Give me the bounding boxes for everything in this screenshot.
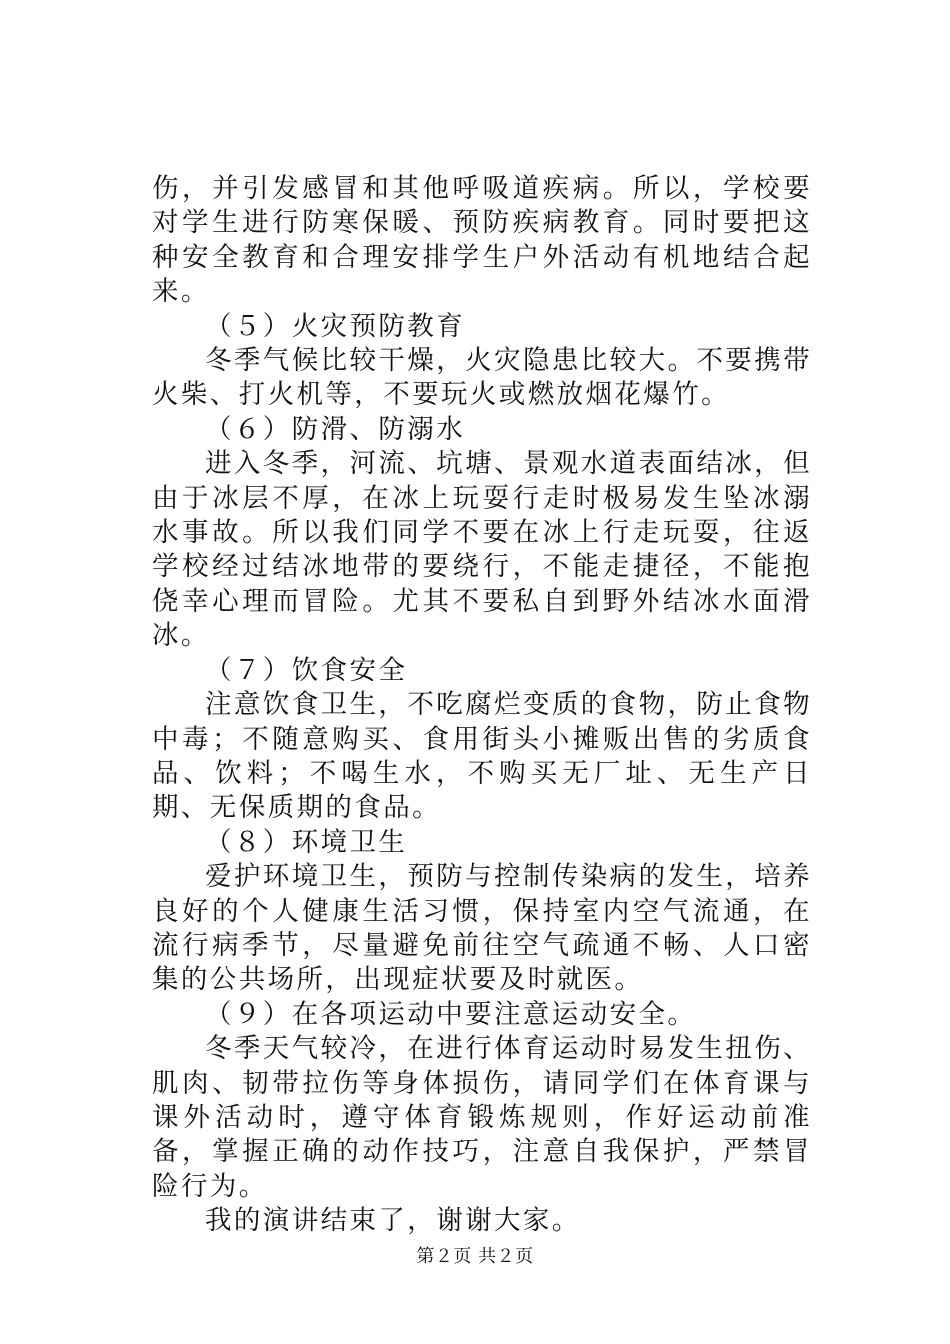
- section-heading-fire-prevention: （５）火灾预防教育: [205, 310, 466, 342]
- document-body: [152, 172, 812, 1239]
- page-footer: 第２页 共２页: [416, 1246, 534, 1267]
- paragraph-fire-prevention: 冬季气候比较干燥，火灾隐患比较大。不要携带火柴、打火机等，不要玩火或燃放烟花爆竹。: [152, 345, 812, 411]
- section-heading-food-safety: （７）饮食安全: [205, 654, 408, 686]
- section-heading-environment-hygiene: （８）环境卫生: [205, 826, 408, 858]
- paragraph-food-safety: 注意饮食卫生，不吃腐烂变质的食物，防止食物中毒；不随意购买、食用街头小摊贩出售的劣质食品、饮料；不喝生水，不购买无厂址、无生产日期、无保质期的食品。: [152, 689, 812, 824]
- section-heading-anti-slip-drowning: （６）防滑、防溺水: [205, 413, 466, 445]
- paragraph-continued: 伤，并引发感冒和其他呼吸道疾病。所以，学校要对学生进行防寒保暖、预防疾病教育。同时要把这种安全教育和合理安排学生户外活动有机地结合起来。: [152, 173, 812, 308]
- paragraph-sports-safety: 冬季天气较冷，在进行体育运动时易发生扭伤、肌肉、韧带拉伤等身体损伤，请同学们在体育课与课外活动时，遵守体育锻炼规则，作好运动前准备，掌握正确的动作技巧，注意自我保护，严禁冒险行为。: [152, 1033, 812, 1202]
- paragraph-environment-hygiene: 爱护环境卫生，预防与控制传染病的发生，培养良好的个人健康生活习惯，保持室内空气流通，在流行病季节，尽量避免前往空气疏通不畅、人口密集的公共场所，出现症状要及时就医。: [152, 861, 812, 996]
- paragraph-anti-slip-drowning: 进入冬季，河流、坑塘、景观水道表面结冰，但由于冰层不厚，在冰上玩耍行走时极易发生坠冰溺水事故。所以我们同学不要在冰上行走玩耍，往返学校经过结冰地带的要绕行，不能走捷径，不能抱侥幸心理而冒险。尤其不要私自到野外结冰水面滑冰。: [152, 448, 812, 652]
- paragraph-closing: 我的演讲结束了，谢谢大家。: [205, 1205, 581, 1237]
- section-heading-sports-safety: （９）在各项运动中要注意运动安全。: [205, 998, 697, 1030]
